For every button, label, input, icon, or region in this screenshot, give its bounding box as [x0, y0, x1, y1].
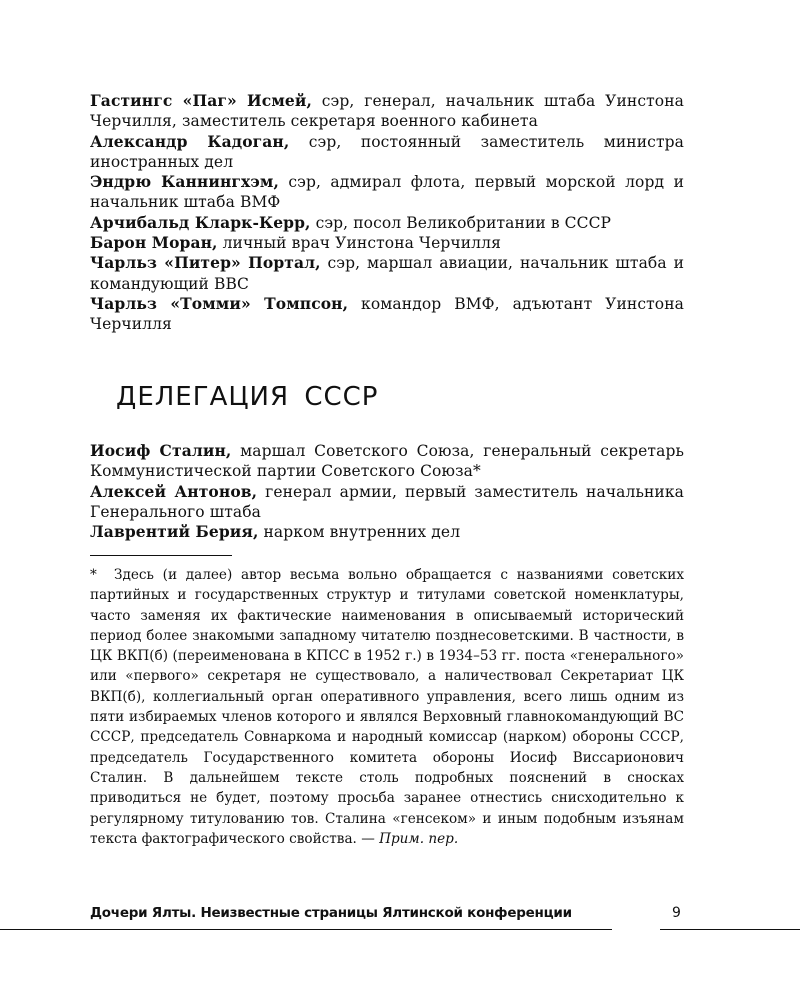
delegate-name: Гастингс «Паг» Исмей, — [90, 91, 312, 110]
delegate-name: Арчибальд Кларк-Керр, — [90, 212, 311, 232]
delegate-name: Иосиф Сталин, — [90, 441, 232, 460]
delegate-entry — [90, 91, 684, 132]
page-number: 9 — [672, 905, 681, 921]
translator-note: Прим. пер. — [379, 830, 459, 847]
footnote-text: Здесь (и далее) автор весьма вольно обращается с названиями советских партийных и государственных структур и титулами советской номенклатуры, часто заменяя их фактические наименования в описываемый исторический период более знакомыми западному читателю позднесоветскими. В частности, в ЦК ВКП(б) (переименована в КПСС в 1952 г.) в 1934–53 гг. поста «генерального» или «первого» секретаря не существовало, а наличествовал Секретариат ЦК ВКП(б), коллегиальный орган оперативного управления, всего лишь одним из пяти избираемых членов которого и являлся Верховный главнокомандующий ВС СССР, председатель Совнаркома и народный комиссар (нарком) обороны СССР, председатель Государственного комитета обороны Иосиф Виссарионович Сталин. В дальнейшем тексте столь подробных пояснений в сносках приводиться не будет, поэтому просьба заранее отнестись снисходительно к регулярному титулованию тов. Сталина «генсеком» и иным подобным изъянам текста фактографического свойства. — — [90, 567, 684, 847]
uk-delegation-list — [90, 91, 684, 335]
delegate-entry — [90, 294, 684, 335]
delegate-entry — [90, 253, 684, 294]
delegate-entry — [90, 132, 684, 173]
delegate-name: Барон Моран, — [90, 233, 218, 253]
footnote — [90, 565, 684, 849]
delegate-entry — [90, 441, 684, 482]
delegate-description: сэр, адмирал флота, первый морской лорд и начальник штаба ВМФ — [90, 173, 685, 212]
delegate-description: сэр, посол Великобритании в СССР — [315, 213, 612, 232]
delegate-entry — [90, 233, 684, 253]
delegate-name: Алексей Антонов, — [90, 481, 258, 501]
running-footer-title: Дочери Ялты. Неизвестные страницы Ялтинской конференции — [90, 905, 572, 921]
delegate-entry — [90, 172, 684, 213]
delegate-description: нарком внутренних дел — [263, 523, 461, 542]
delegate-description: личный врач Уинстона Черчилля — [222, 234, 501, 253]
delegate-description: генерал армии, первый заместитель начальника Генерального штаба — [90, 482, 684, 521]
footnote-mark: * — [90, 567, 97, 583]
footer-rule-right — [660, 929, 800, 930]
delegate-entry — [90, 213, 684, 233]
delegate-description: сэр, постоянный заместитель министра иностранных дел — [90, 132, 684, 171]
delegate-description: маршал Советского Союза, генеральный секретарь Коммунистической партии Советского Союза* — [90, 442, 684, 481]
delegate-name: Чарльз «Томми» Томпсон, — [90, 293, 349, 313]
delegate-name: Лаврентий Берия, — [90, 522, 259, 542]
footer-rule-left — [0, 929, 612, 930]
delegate-entry — [90, 522, 684, 542]
ussr-delegation-list — [90, 441, 684, 542]
section-title-ussr-delegation: ДЕЛЕГАЦИЯ СССР — [116, 382, 379, 412]
delegate-description: сэр, маршал авиации, начальник штаба и командующий ВВС — [90, 254, 685, 293]
delegate-name: Чарльз «Питер» Портал, — [90, 253, 321, 273]
footnote-separator — [90, 555, 232, 556]
delegate-entry — [90, 482, 684, 523]
delegate-description: командор ВМФ, адъютант Уинстона Черчилля — [90, 294, 684, 334]
delegate-name: Александр Кадоган, — [90, 131, 290, 151]
delegate-name: Эндрю Каннингхэм, — [90, 172, 279, 192]
delegate-description: сэр, генерал, начальник штаба Уинстона Черчилля, заместитель секретаря военного кабинета — [90, 92, 684, 131]
